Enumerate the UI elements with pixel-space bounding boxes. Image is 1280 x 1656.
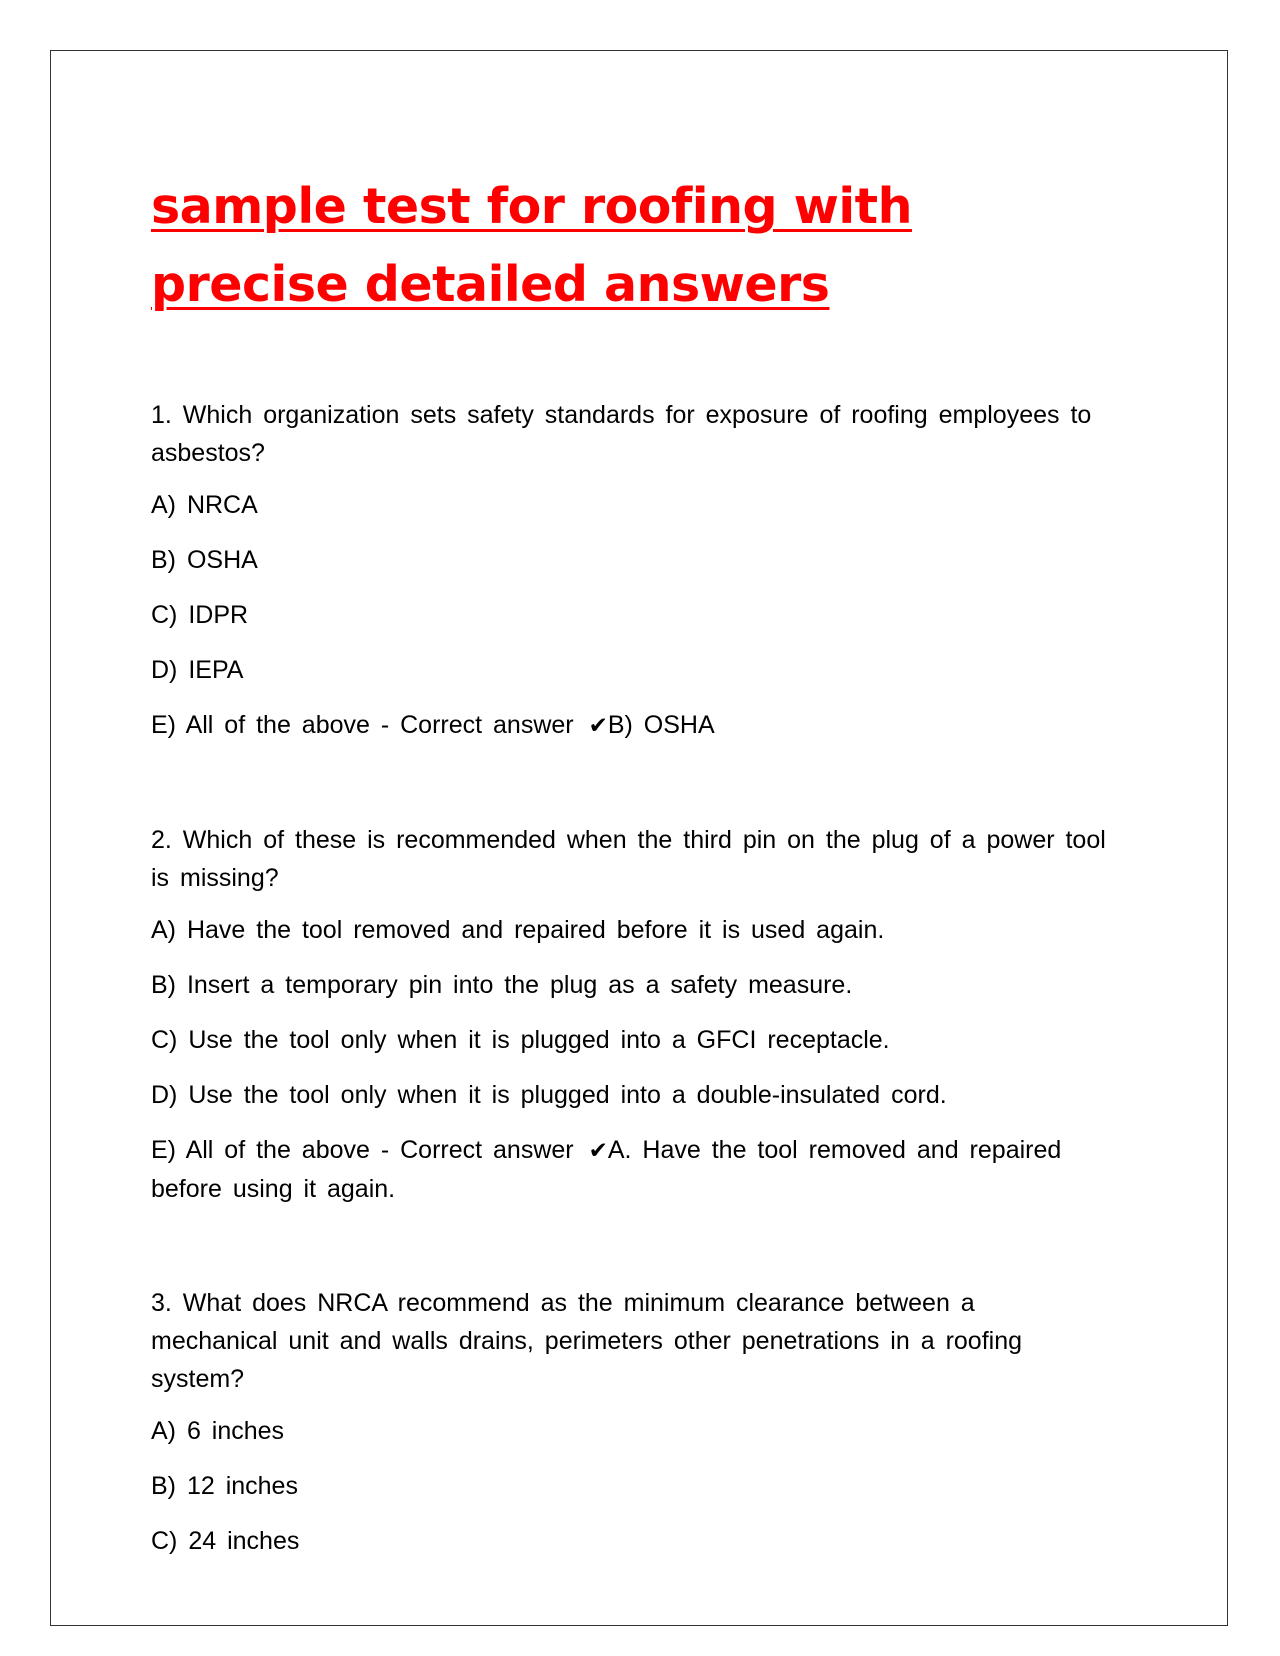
checkmark-icon: ✔ — [588, 1138, 608, 1164]
question-2 — [151, 821, 1111, 1208]
option-c: C) Use the tool only when it is plugged into a GFCI receptacle. — [151, 1026, 890, 1054]
correct-answer: A. Have the tool removed and repaired before using it again. — [151, 1136, 1062, 1203]
option-e-with-answer — [151, 706, 1111, 745]
document-body — [151, 168, 1111, 1636]
option-d: D) Use the tool only when it is plugged into a double-insulated cord. — [151, 1081, 947, 1109]
checkmark-icon: ✔ — [588, 713, 608, 739]
question-3 — [151, 1284, 1111, 1560]
question-1 — [151, 396, 1111, 745]
question-text: 2. Which of these is recommended when the third pin on the plug of a power tool is missing? — [151, 826, 1106, 892]
question-text: 3. What does NRCA recommend as the minimum clearance between a mechanical unit and walls drains, perimeters other penetrations in a roofing system? — [151, 1289, 1023, 1393]
option-c: C) 24 inches — [151, 1527, 300, 1555]
option-e-label: E) All of the above - Correct answer — [151, 711, 574, 739]
option-c: C) IDPR — [151, 601, 249, 629]
correct-answer: B) OSHA — [607, 711, 715, 739]
option-e-label: E) All of the above - Correct answer — [151, 1136, 574, 1164]
question-text: 1. Which organization sets safety standards for exposure of roofing employees to asbestos? — [151, 401, 1092, 467]
option-b: B) Insert a temporary pin into the plug as a safety measure. — [151, 971, 853, 999]
option-a: A) NRCA — [151, 491, 258, 519]
option-b: B) OSHA — [151, 546, 258, 574]
option-b: B) 12 inches — [151, 1472, 298, 1500]
document-title: sample test for roofing with precise detailed answers — [151, 178, 912, 313]
option-e-with-answer — [151, 1131, 1111, 1208]
option-d: D) IEPA — [151, 656, 244, 684]
option-a: A) Have the tool removed and repaired before it is used again. — [151, 916, 885, 944]
option-a: A) 6 inches — [151, 1417, 285, 1445]
